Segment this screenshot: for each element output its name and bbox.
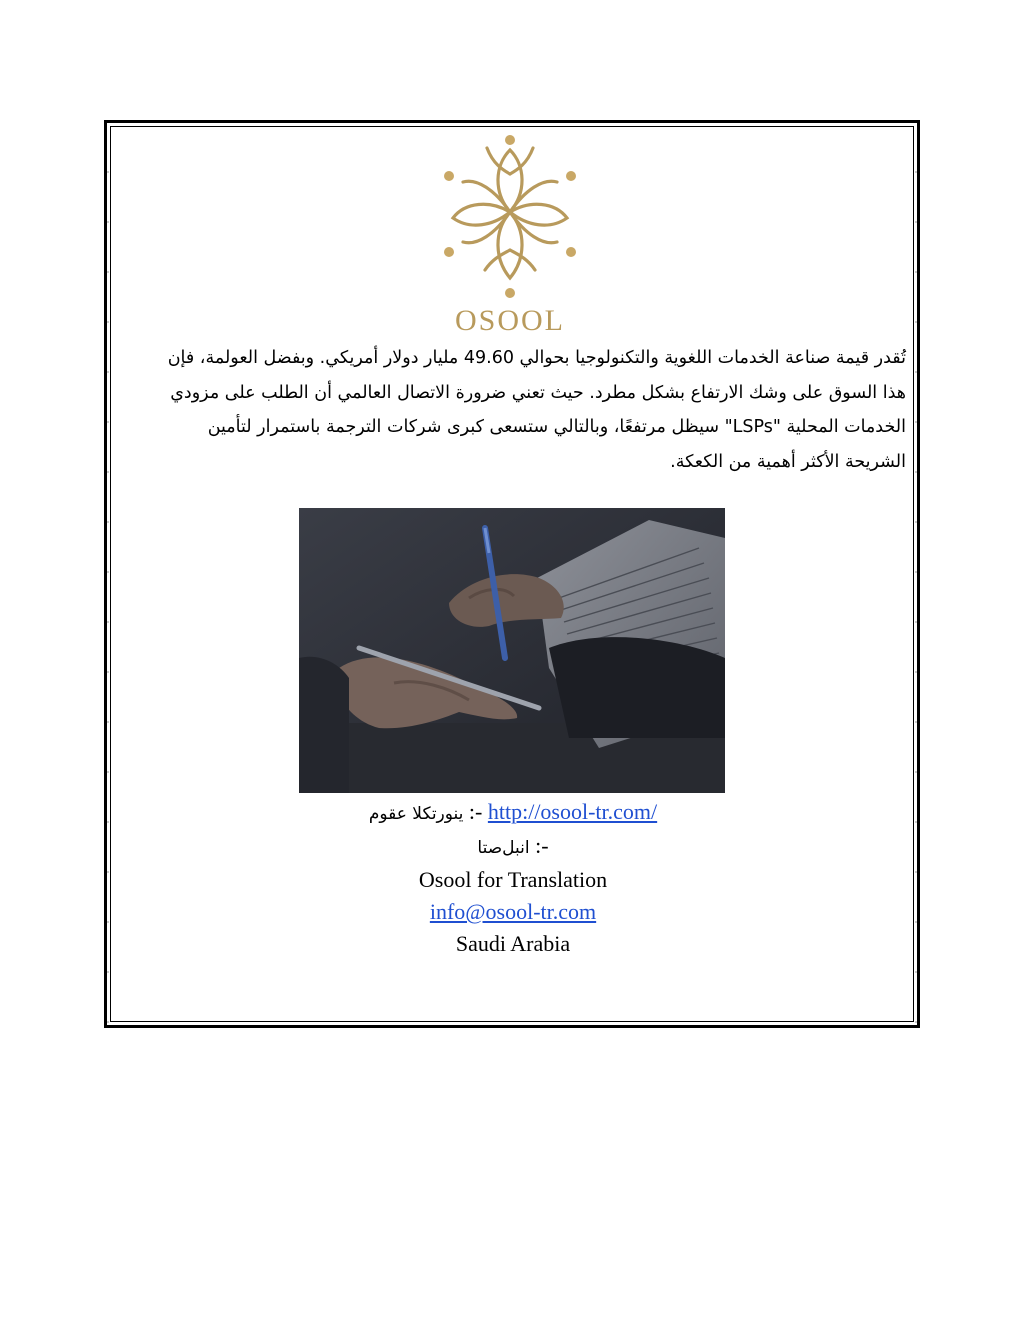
handshake-document-photo: [299, 508, 725, 793]
osool-logo: [435, 130, 585, 340]
website-label: ينورتكلا عقوم: [368, 804, 464, 824]
paragraph-line: الخدمات المحلية "LSPs" سيظل مرتفعًا، وبالتالي ستسعى كبرى شركات الترجمة باستمرار لتأمين: [207, 417, 906, 437]
contact-label-row: [120, 830, 906, 864]
intro-paragraph: [120, 341, 906, 479]
photo-illustration-icon: [299, 508, 725, 793]
paragraph-line: تُقدر قيمة صناعة الخدمات اللغوية والتكنولوجيا بحوالي 49.60 مليار دولار أمريكي. وبفضل العولمة، فإن: [167, 348, 906, 368]
paragraph-line: هذا السوق على وشك الارتفاع بشكل مطرد. حيث تعني ضرورة الاتصال العالمي أن الطلب على مزودي: [170, 382, 906, 403]
border-ticks-right: [915, 123, 917, 1025]
website-link[interactable]: http://osool-tr.com/: [487, 799, 658, 824]
country-name: Saudi Arabia: [455, 931, 571, 956]
border-ticks-left: [107, 123, 109, 1025]
website-row: [120, 796, 906, 830]
email-link[interactable]: info@osool-tr.com: [429, 899, 597, 924]
contact-separator: :-: [529, 833, 549, 858]
logo-wordmark: OSOOL: [454, 304, 565, 337]
company-name: Osool for Translation: [418, 867, 608, 892]
contact-label: انبل‌صتا: [477, 838, 530, 858]
paragraph-line: الشريحة الأكثر أهمية من الكعكة.: [670, 451, 906, 472]
osool-emblem-icon: [435, 130, 585, 305]
contact-block: [120, 796, 906, 960]
website-separator: :-: [463, 799, 488, 824]
